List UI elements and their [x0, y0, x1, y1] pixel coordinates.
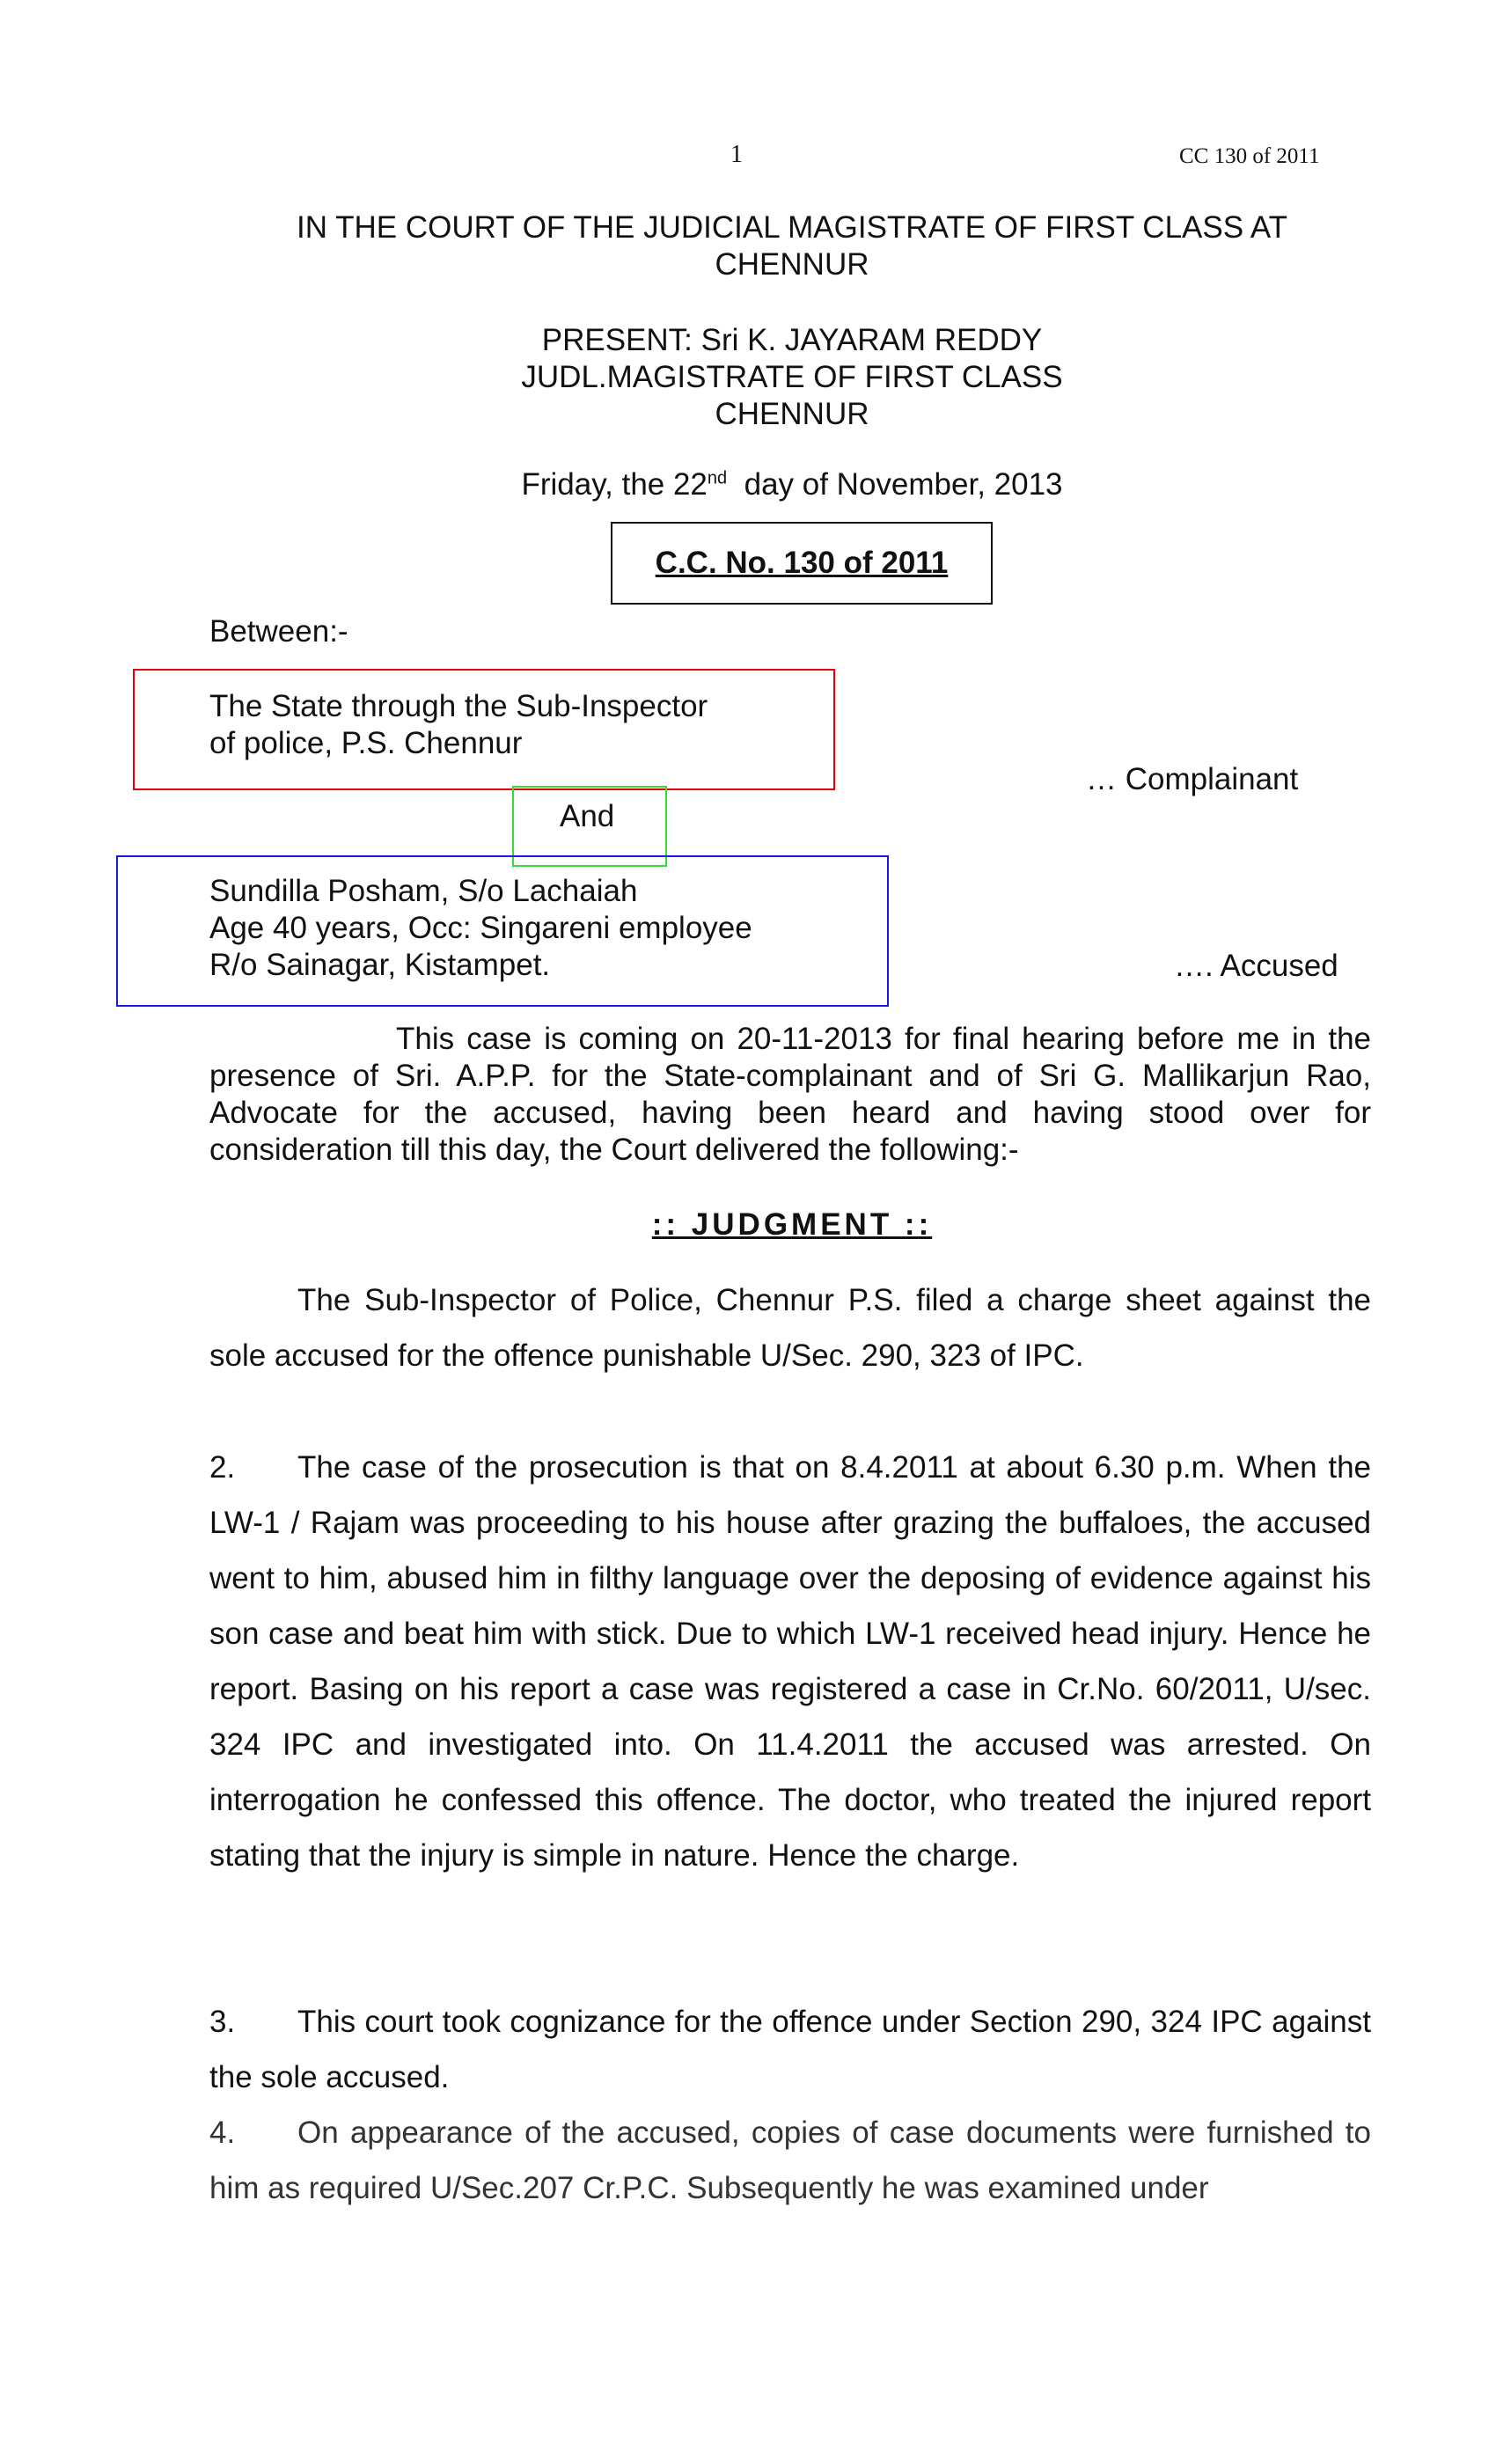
- judgment-title: :: JUDGMENT ::: [651, 1207, 933, 1242]
- case-number: C.C. No. 130 of 2011: [655, 546, 949, 580]
- presiding-officer-line: CHENNUR: [715, 397, 869, 431]
- complainant-label: … Complainant: [1086, 762, 1299, 796]
- judgment-paragraph: [209, 1440, 1371, 1883]
- court-heading-line: IN THE COURT OF THE JUDICIAL MAGISTRATE OF FIRST CLASS AT: [297, 210, 1287, 245]
- and-label: And: [560, 799, 615, 833]
- paragraph-number: 3.: [209, 2005, 236, 2039]
- paragraph-text: The Sub-Inspector of Police, Chennur P.S. filed a charge sheet against the sole accused for the offence punishable U/Sec. 290, 323 of IPC.: [209, 1283, 1371, 1373]
- paragraph-text: This court took cognizance for the offence under Section 290, 324 IPC against the sole accused.: [209, 2005, 1371, 2094]
- case-number-box: [611, 522, 993, 605]
- date-prefix: Friday, the 22: [521, 467, 708, 502]
- court-heading: [0, 209, 1496, 283]
- complainant-party: [209, 688, 708, 762]
- date-rest: day of November, 2013: [727, 467, 1063, 502]
- accused-line: Sundilla Posham, S/o Lachaiah: [209, 874, 638, 908]
- presiding-officer-line: JUDL.MAGISTRATE OF FIRST CLASS: [521, 360, 1063, 394]
- accused-party: [209, 873, 752, 984]
- case-reference: CC 130 of 2011: [1179, 144, 1320, 168]
- court-heading-line: CHENNUR: [715, 247, 869, 282]
- accused-line: Age 40 years, Occ: Singareni employee: [209, 911, 752, 945]
- paragraph-text: On appearance of the accused, copies of case documents were furnished to him as required U/Sec.207 Cr.P.C. Subsequently he was examined under: [209, 2116, 1371, 2205]
- date-ordinal: nd: [707, 468, 728, 488]
- presiding-officer: [0, 322, 1496, 433]
- judgment-paragraph: [209, 1272, 1371, 1383]
- judgment-paragraph: [209, 1994, 1371, 2105]
- complainant-line: of police, P.S. Chennur: [209, 726, 523, 760]
- paragraph-number: 4.: [209, 2116, 236, 2150]
- judgment-date: [0, 466, 1496, 503]
- paragraph-text: The case of the prosecution is that on 8.4.2011 at about 6.30 p.m. When the LW-1 / Rajam was proceeding to his house after grazing the buffaloes, the accused went to him, abused him in filthy language over the deposing of evidence against his son case and beat him with stick. Due to which LW-1 received head injury. Hence he report. Basing on his report a case was registered a case in Cr.No. 60/2011, U/sec. 324 IPC and investigated into. On 11.4.2011 the accused was arrested. On interrogation he confessed this offence. The doctor, who treated the injured report stating that the injury is simple in nature. Hence the charge.: [209, 1450, 1371, 1873]
- paragraph-number: 2.: [209, 1450, 236, 1485]
- accused-label: …. Accused: [1174, 949, 1338, 983]
- presiding-officer-line: PRESENT: Sri K. JAYARAM REDDY: [541, 323, 1043, 357]
- hearing-paragraph: This case is coming on 20-11-2013 for final hearing before me in the presence of Sri. A.P.P. for the State-complainant and of Sri G. Mallikarjun Rao, Advocate for the accused, having been heard and having stood over for consideration till this day, the Court delivered the following:-: [209, 1022, 1371, 1167]
- accused-line: R/o Sainagar, Kistampet.: [209, 948, 551, 982]
- complainant-line: The State through the Sub-Inspector: [209, 689, 708, 723]
- between-label: Between:-: [209, 614, 348, 649]
- page-number: 1: [730, 141, 743, 168]
- judgment-paragraph: [209, 2105, 1371, 2216]
